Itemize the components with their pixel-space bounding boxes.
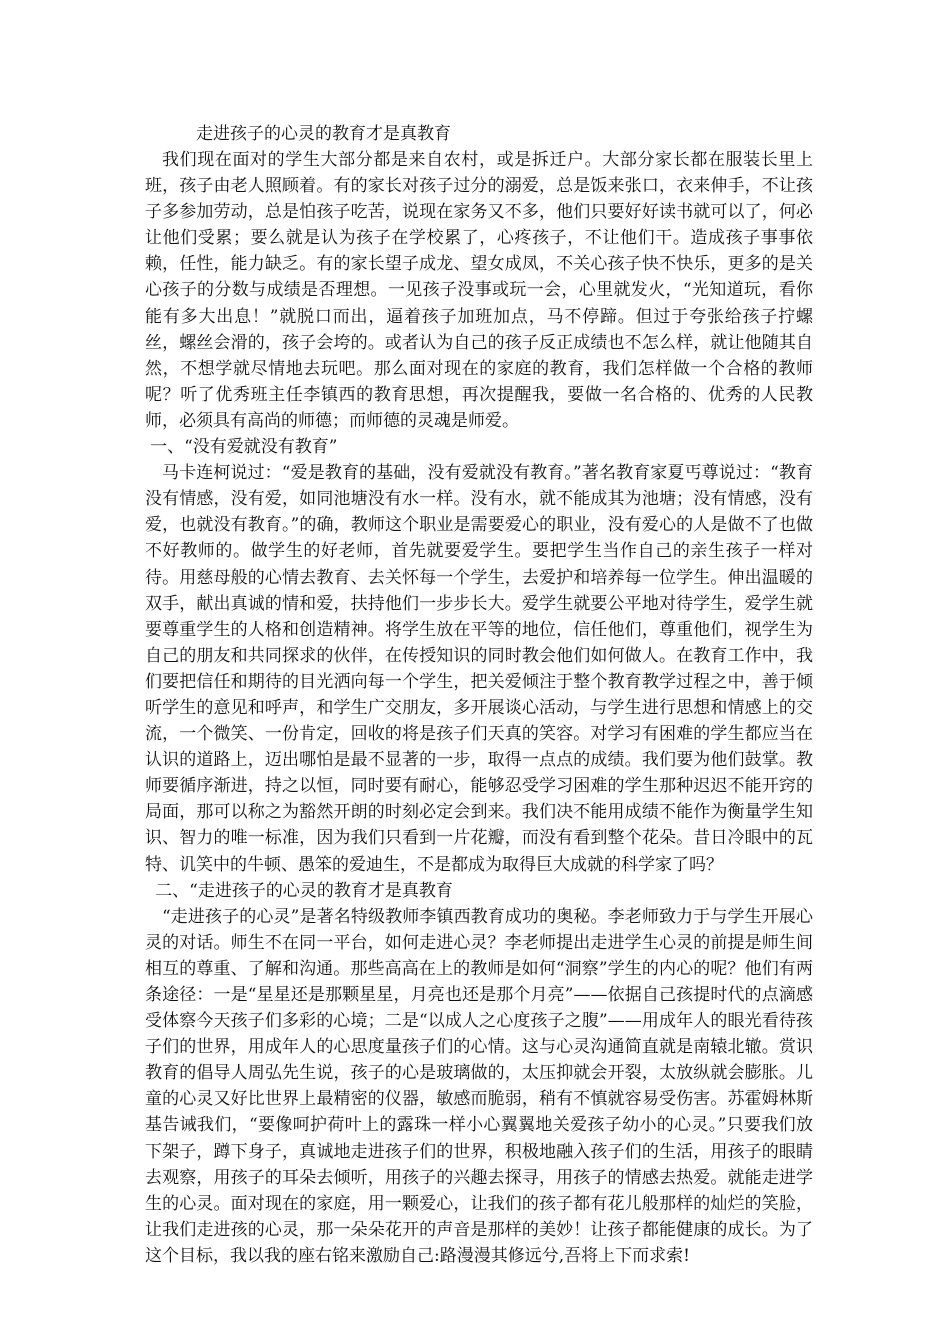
paragraph-intro: 我们现在面对的学生大部分都是来自农村，或是拆迁户。大部分家长都在服装长里上班，孩子由老人照顾着。有的家长对孩子过分的溺爱，总是饭来张口，衣来伸手，不让孩子多参加劳动，总是怕孩子吃苦，说现在家务又不多，他们只要好好读书就可以了，何必让他们受累；要么就是认为孩子在学校累了，心疼孩子，不让他们干。造成孩子事事依赖，任性，能力缺乏。有的家长望子成龙、望女成凤，不关心孩子快不快乐，更多的是关心孩子的分数与成绩是否理想。一见孩子没事或玩一会，心里就发火，“光知道玩，看你能有多大出息！”就脱口而出，逼着孩子加班加点，马不停蹄。但过于夸张给孩子拧螺丝，螺丝会滑的，孩子会垮的。或者认为自己的孩子反正成绩也不怎么样，就让他随其自然，不想学就尽情地去玩吧。那么面对现在的家庭的教育，我们怎样做一个合格的教师呢？听了优秀班主任李镇西的教育思想，再次提醒我，要做一名合格的、优秀的人民教师，必须具有高尚的师德；而师德的灵魂是师爱。 — [145, 150, 813, 431]
document-page — [145, 121, 813, 1269]
paragraph-section-1: 马卡连柯说过：“爱是教育的基础，没有爱就没有教育。”著名教育家夏丐尊说过：“教育没有情感，没有爱，如同池塘没有水一样。没有水，就不能成其为池塘；没有情感，没有爱，也就没有教育。”的确，教师这个职业是需要爱心的职业，没有爱心的人是做不了也做不好教师的。做学生的好老师，首先就要爱学生。要把学生当作自己的亲生孩子一样对待。用慈母般的心情去教育、去关怀每一个学生，去爱护和培养每一位学生。伸出温暖的双手，献出真诚的情和爱，扶持他们一步步长大。爱学生就要公平地对待学生，爱学生就要尊重学生的人格和创造精神。将学生放在平等的地位，信任他们，尊重他们，视学生为自己的朋友和共同探求的伙伴，在传授知识的同时教会他们如何做人。在教育工作中，我们要把信任和期待的目光洒向每一个学生，把关爱倾注于整个教育教学过程之中，善于倾听学生的意见和呼声，和学生广交朋友，多开展谈心活动，与学生进行思想和情感上的交流，一个微笑、一份肯定，回收的将是孩子们天真的笑容。对学习有困难的学生都应当在认识的道路上，迈出哪怕是最不显著的一步，取得一点点的成绩。我们要为他们鼓掌。教师要循序渐进，持之以恒，同时要有耐心，能够忍受学习困难的学生那种迟迟不能开窍的局面，那可以称之为豁然开朗的时刻必定会到来。我们决不能用成绩不能作为衡量学生知识、智力的唯一标准，因为我们只看到一片花瓣，而没有看到整个花朵。昔日冷眼中的瓦特、讥笑中的牛顿、愚笨的爱迪生，不是都成为取得巨大成就的科学家了吗？ — [145, 463, 813, 875]
section-heading-2: 二、“走进孩子的心灵的教育才是真教育 — [155, 880, 453, 901]
section-heading-1: 一、“没有爱就没有教育” — [150, 437, 338, 458]
paragraph-section-2: “走进孩子的心灵”是著名特级教师李镇西教育成功的奥秘。李老师致力于与学生开展心灵的对话。师生不在同一平台，如何走进心灵？李老师提出走进学生心灵的前提是师生间相互的尊重、了解和沟通。那些高高在上的教师是如何“洞察”学生的内心的呢？他们有两条途径：一是“星星还是那颗星星，月亮也还是那个月亮”——依据自己孩提时代的点滴感受体察今天孩子们多彩的心境；二是“以成人之心度孩子之腹”——用成年人的眼光看待孩子们的世界，用成年人的心思度量孩子们的心情。这与心灵沟通简直就是南辕北辙。赏识教育的倡导人周弘先生说，孩子的心是玻璃做的，太压抑就会开裂，太放纵就会膨胀。儿童的心灵又好比世界上最精密的仪器，敏感而脆弱，稍有不慎就容易受伤害。苏霍姆林斯基告诫我们，“要像呵护荷叶上的露珠一样小心翼翼地关爱孩子幼小的心灵。”只要我们放下架子，蹲下身子，真诚地走进孩子们的世界，积极地融入孩子们的生活，用孩子的眼睛去观察，用孩子的耳朵去倾听，用孩子的兴趣去探寻，用孩子的情感去热爱。就能走进学生的心灵。面对现在的家庭，用一颗爱心，让我们的孩子都有花儿般那样的灿烂的笑脸，让我们走进孩的心灵，那一朵朵花开的声音是那样的美妙！让孩子都能健康的成长。为了这个目标，我以我的座右铭来激励自己:路漫漫其修远兮,吾将上下而求索! — [145, 906, 813, 1266]
document-title: 走进孩子的心灵的教育才是真教育 — [196, 124, 451, 144]
